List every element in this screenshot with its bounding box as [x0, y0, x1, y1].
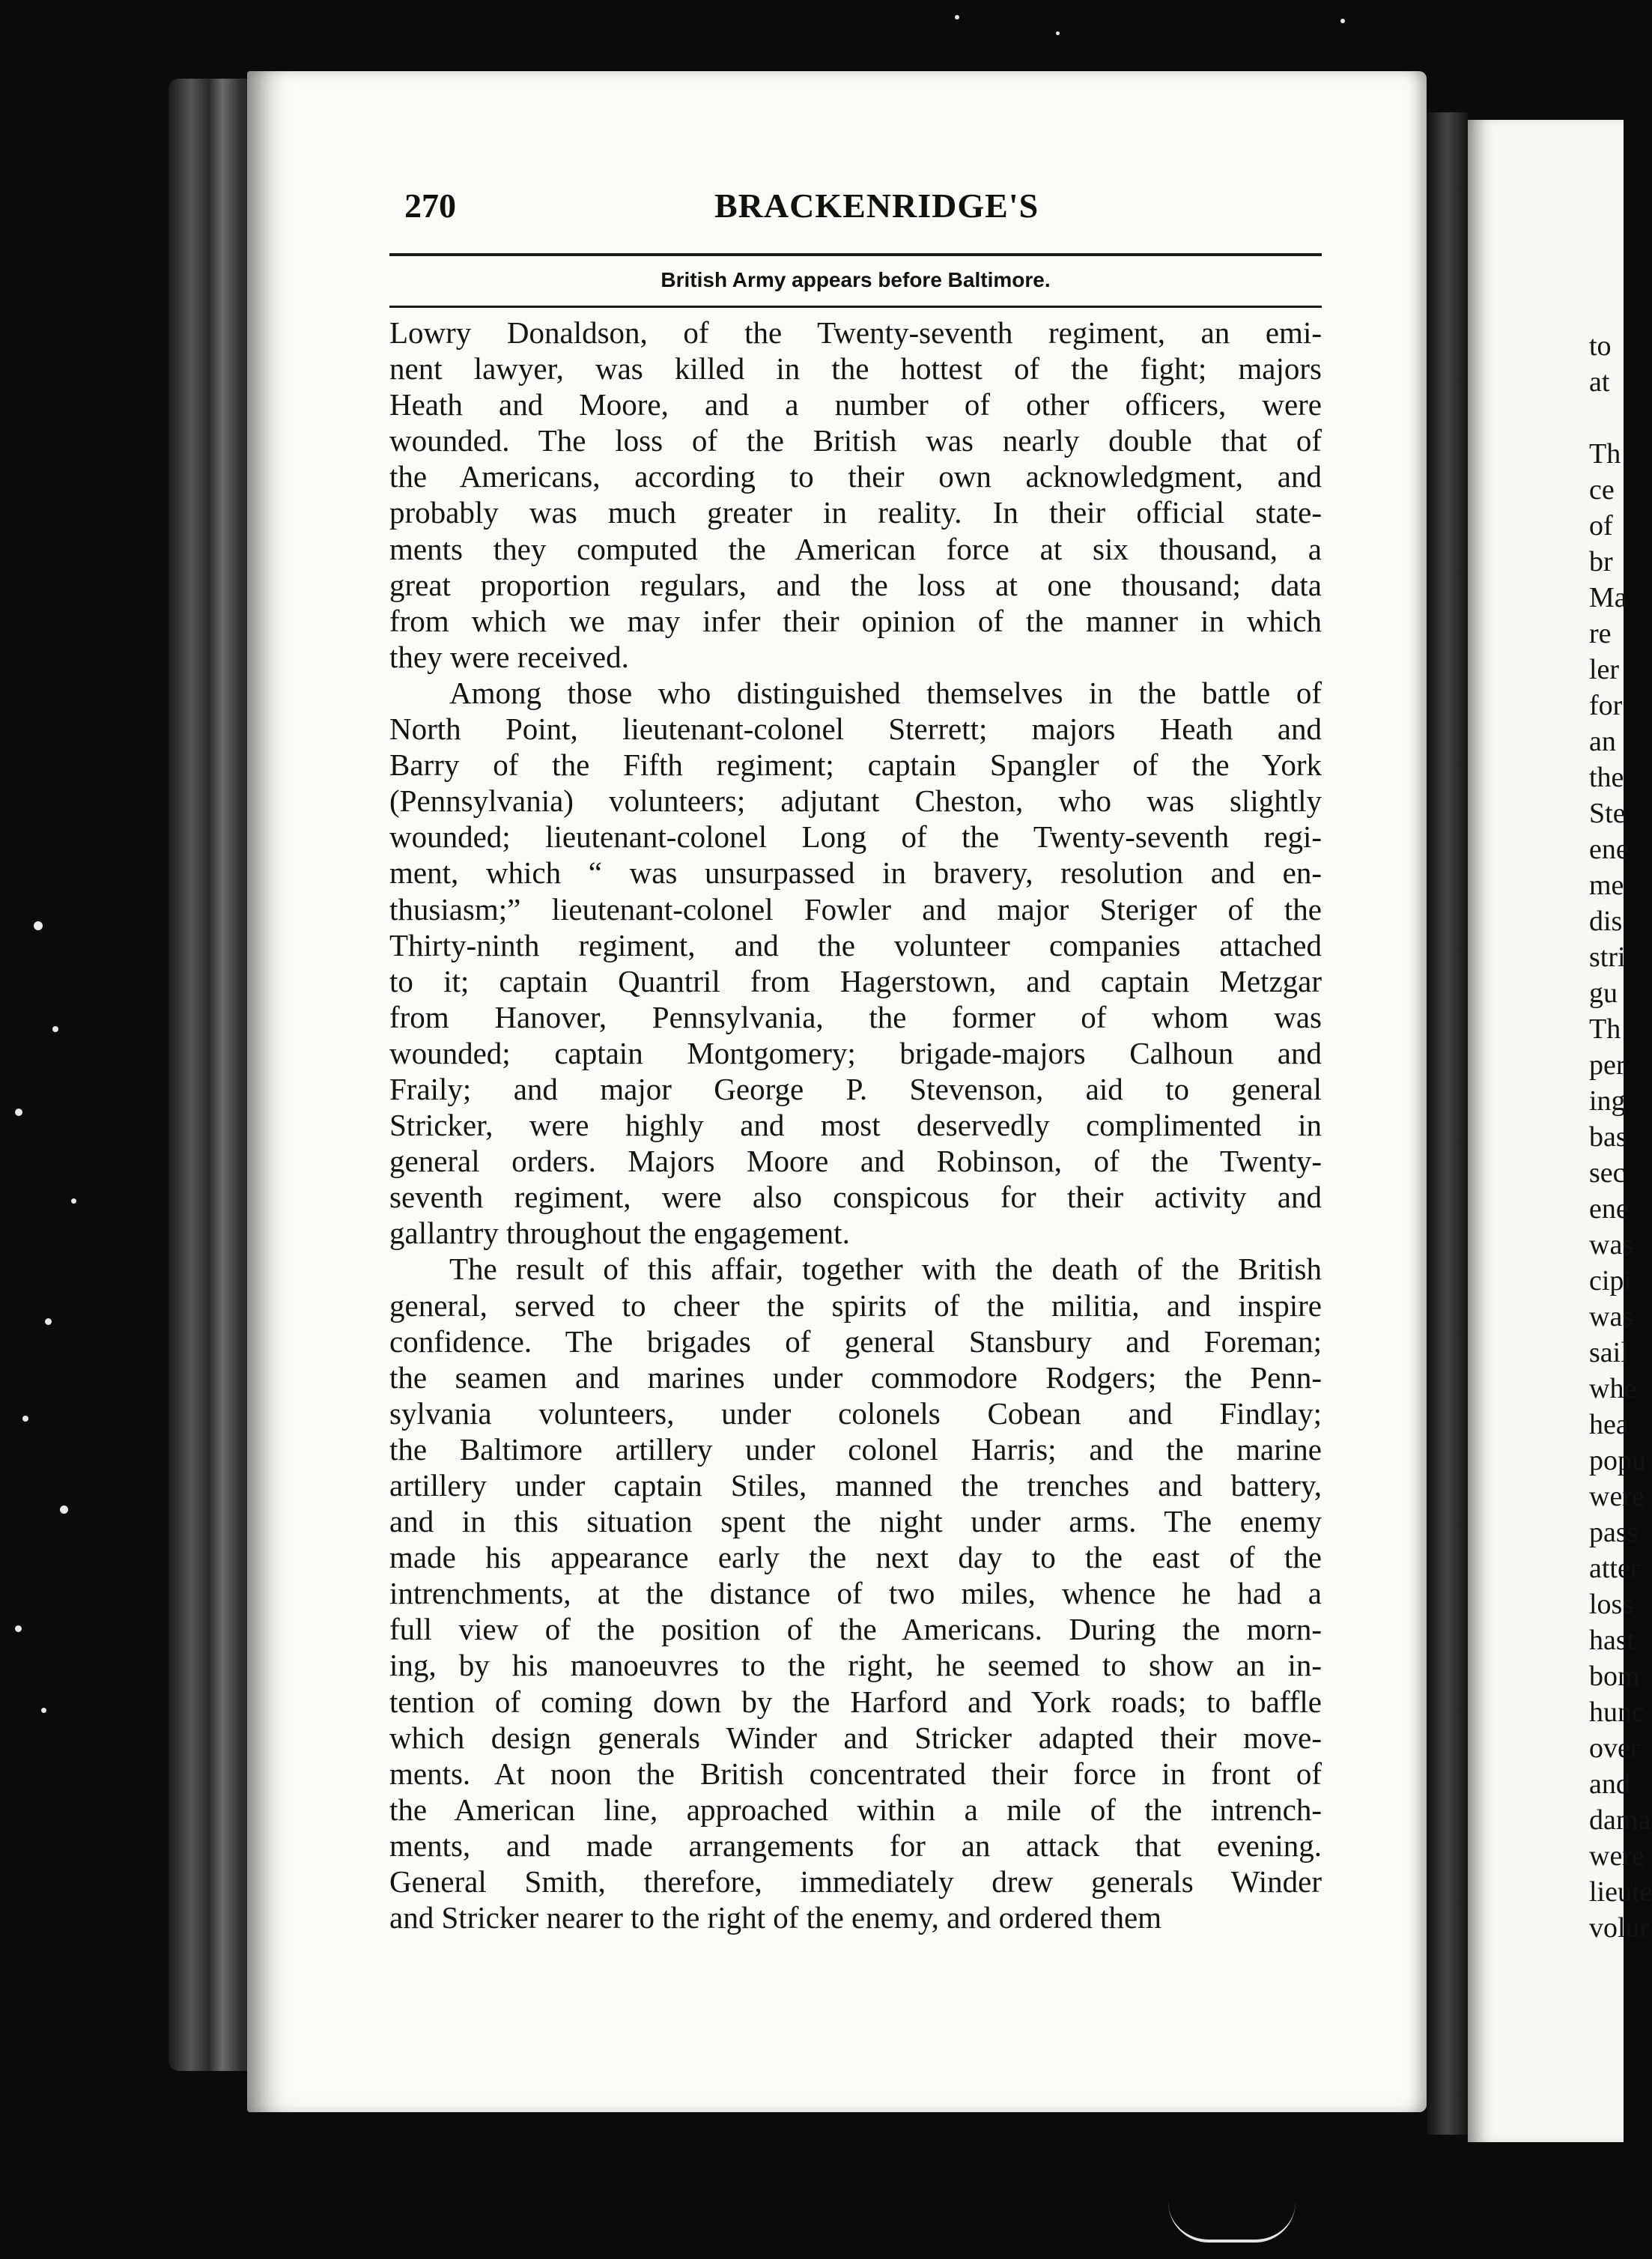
adjacent-page-fragment: Th — [1589, 1013, 1621, 1045]
speck — [22, 1416, 28, 1422]
speck — [1056, 31, 1060, 35]
text-line: confidence. The brigades of general Stansbury and Foreman; — [389, 1323, 1322, 1359]
body-text — [389, 315, 1322, 1935]
adjacent-page-fragment: Th — [1589, 438, 1621, 470]
adjacent-page-fragment: was — [1589, 1229, 1634, 1261]
adjacent-page-fragment: atter — [1589, 1553, 1640, 1584]
text-line: Among those who distinguished themselves in the battle of — [449, 675, 1322, 710]
text-line: Thirty-ninth regiment, and the volunteer companies attached — [389, 927, 1322, 962]
adjacent-page-fragment: me — [1589, 870, 1624, 901]
text-line: General Smith, therefore, immediately drew generals Winder — [389, 1864, 1322, 1899]
adjacent-page-fragment: ene — [1589, 834, 1629, 865]
adjacent-page-fragment: over — [1589, 1732, 1640, 1764]
text-line: from Hanover, Pennsylvania, the former of whom was — [389, 999, 1322, 1034]
text-line: and Stricker nearer to the right of the enemy, and ordered them — [389, 1900, 1162, 1935]
speck — [955, 15, 959, 19]
adjacent-page-fragment: was — [1589, 1301, 1634, 1332]
text-line: ments, and made arrangements for an attack that evening. — [389, 1828, 1322, 1863]
adjacent-page-fragment: to — [1589, 330, 1612, 362]
adjacent-page-fragment: ler — [1589, 654, 1620, 685]
adjacent-page-fragment: gu — [1589, 977, 1618, 1009]
speck — [1340, 19, 1345, 23]
text-line: to it; captain Quantril from Hagerstown, and captain Metzgar — [389, 963, 1322, 998]
text-line: North Point, lieutenant-colonel Sterrett; majors Heath and — [389, 712, 1322, 747]
text-line: wounded. The loss of the British was nearly double that of — [389, 423, 1322, 458]
text-line: artillery under captain Stiles, manned the trenches and battery, — [389, 1468, 1322, 1503]
text-line: intrenchments, at the distance of two miles, whence he had a — [389, 1576, 1322, 1611]
text-line: full view of the position of the Americans. During the morn- — [389, 1612, 1322, 1647]
adjacent-page-fragment: ing — [1589, 1085, 1626, 1117]
text-line: ments. At noon the British concentrated their force in front of — [389, 1756, 1322, 1791]
speck — [41, 1708, 46, 1713]
adjacent-page-fragment: at — [1589, 366, 1610, 398]
adjacent-page-fragment: hast — [1589, 1625, 1636, 1656]
adjacent-page-fragment: volur — [1589, 1912, 1650, 1944]
book-cover-edge — [168, 79, 258, 2071]
text-line: (Pennsylvania) volunteers; adjutant Cheston, who was slightly — [389, 783, 1322, 819]
adjacent-page-fragment: hea — [1589, 1409, 1629, 1440]
text-line: ing, by his manoeuvres to the right, he seemed to show an in- — [389, 1648, 1322, 1683]
text-line: general, served to cheer the spirits of the militia, and inspire — [389, 1288, 1322, 1323]
header-rule — [389, 253, 1322, 256]
text-line: Barry of the Fifth regiment; captain Spangler of the York — [389, 748, 1322, 783]
adjacent-page-fragment: ene — [1589, 1193, 1629, 1225]
text-line: Stricker, were highly and most deservedly complimented in — [389, 1108, 1322, 1143]
speck — [45, 1318, 52, 1325]
adjacent-page-fragment: cipi — [1589, 1265, 1632, 1297]
text-line: The result of this affair, together with the death of the British — [449, 1252, 1322, 1287]
speck — [15, 1625, 22, 1632]
text-line: from which we may infer their opinion of the manner in which — [389, 603, 1322, 638]
text-line: thusiasm;” lieutenant-colonel Fowler and major Steriger of the — [389, 891, 1322, 927]
adjacent-page-fragment: bas — [1589, 1121, 1627, 1153]
paragraph — [389, 315, 1322, 675]
text-line: Lowry Donaldson, of the Twenty-seventh regiment, an emi- — [389, 315, 1322, 350]
text-line: great proportion regulars, and the loss at one thousand; data — [389, 567, 1322, 602]
adjacent-page-fragment: lieute — [1589, 1876, 1652, 1908]
text-line: made his appearance early the next day to the east of the — [389, 1540, 1322, 1575]
adjacent-page-fragment: Ste — [1589, 798, 1626, 829]
adjacent-page-fragment: for — [1589, 690, 1623, 721]
adjacent-page-fragment: whe — [1589, 1373, 1637, 1404]
text-line: ment, which “ was unsurpassed in bravery, resolution and en- — [389, 855, 1322, 891]
text-line: general orders. Majors Moore and Robinson, of the Twenty- — [389, 1144, 1322, 1179]
text-line: which design generals Winder and Stricker adapted their move- — [389, 1720, 1322, 1755]
scribble-mark — [1168, 2202, 1296, 2243]
text-line: Heath and Moore, and a number of other officers, were — [389, 387, 1322, 422]
running-title: BRACKENRIDGE'S — [714, 187, 1039, 225]
page-number: 270 — [404, 187, 456, 225]
paragraph — [389, 1251, 1322, 1935]
paragraph — [389, 675, 1322, 1252]
adjacent-page-fragment: were — [1589, 1481, 1645, 1512]
text-line: gallantry throughout the engagement. — [389, 1216, 850, 1251]
adjacent-page-fragment: sec — [1589, 1157, 1626, 1189]
text-line: wounded; lieutenant-colonel Long of the Twenty-seventh regi- — [389, 819, 1322, 855]
adjacent-page-fragment: pass — [1589, 1517, 1639, 1548]
book-gutter — [1427, 112, 1468, 2135]
text-line: tention of coming down by the Harford and York roads; to baffle — [389, 1684, 1322, 1719]
adjacent-page-fragment: an — [1589, 726, 1616, 757]
text-line: the seamen and marines under commodore Rodgers; the Penn- — [389, 1359, 1322, 1395]
adjacent-page-fragment: the — [1589, 762, 1624, 793]
adjacent-page-fragment: dama — [1589, 1804, 1651, 1836]
adjacent-page-fragment: hunc — [1589, 1696, 1645, 1728]
adjacent-page-fragment: stri — [1589, 941, 1626, 973]
adjacent-page-fragment: dis — [1589, 906, 1623, 937]
text-line: Fraily; and major George P. Stevenson, aid to general — [389, 1071, 1322, 1106]
text-line: they were received. — [389, 639, 629, 674]
adjacent-page-fragment: re — [1589, 618, 1612, 649]
adjacent-page-fragment: loss — [1589, 1589, 1634, 1620]
page-header — [404, 186, 1325, 238]
text-line: the American line, approached within a mile of the intrench- — [389, 1792, 1322, 1827]
speck — [34, 921, 43, 930]
adjacent-page-fragment: sail — [1589, 1337, 1629, 1368]
section-heading: British Army appears before Baltimore. — [661, 268, 1051, 291]
adjacent-page-fragment: ce — [1589, 474, 1615, 506]
text-line: seventh regiment, were also conspicous for their activity and — [389, 1180, 1322, 1215]
speck — [52, 1026, 58, 1032]
speck — [71, 1198, 76, 1204]
adjacent-page-fragment: and — [1589, 1768, 1630, 1800]
speck — [60, 1506, 68, 1514]
text-line: wounded; captain Montgomery; brigade-majors Calhoun and — [389, 1035, 1322, 1070]
adjacent-page-fragment: per — [1589, 1049, 1626, 1081]
adjacent-page-fragment: of — [1589, 510, 1613, 542]
text-line: probably was much greater in reality. In their official state- — [389, 495, 1322, 530]
text-line: the Americans, according to their own acknowledgment, and — [389, 459, 1322, 494]
text-line: sylvania volunteers, under colonels Cobean and Findlay; — [389, 1395, 1322, 1431]
speck — [15, 1109, 22, 1116]
adjacent-page-fragment: bom — [1589, 1661, 1640, 1692]
text-line: nent lawyer, was killed in the hottest of the fight; majors — [389, 351, 1322, 386]
adjacent-page-fragment: popu — [1589, 1445, 1646, 1476]
section-rule — [389, 306, 1322, 308]
adjacent-page-fragment: Ma — [1589, 582, 1627, 613]
text-line: the Baltimore artillery under colonel Harris; and the marine — [389, 1431, 1322, 1467]
adjacent-page-fragment: br — [1589, 546, 1613, 577]
adjacent-page-fragment: were — [1589, 1840, 1645, 1872]
text-line: and in this situation spent the night under arms. The enemy — [389, 1504, 1322, 1539]
text-line: ments they computed the American force at six thousand, a — [389, 531, 1322, 566]
